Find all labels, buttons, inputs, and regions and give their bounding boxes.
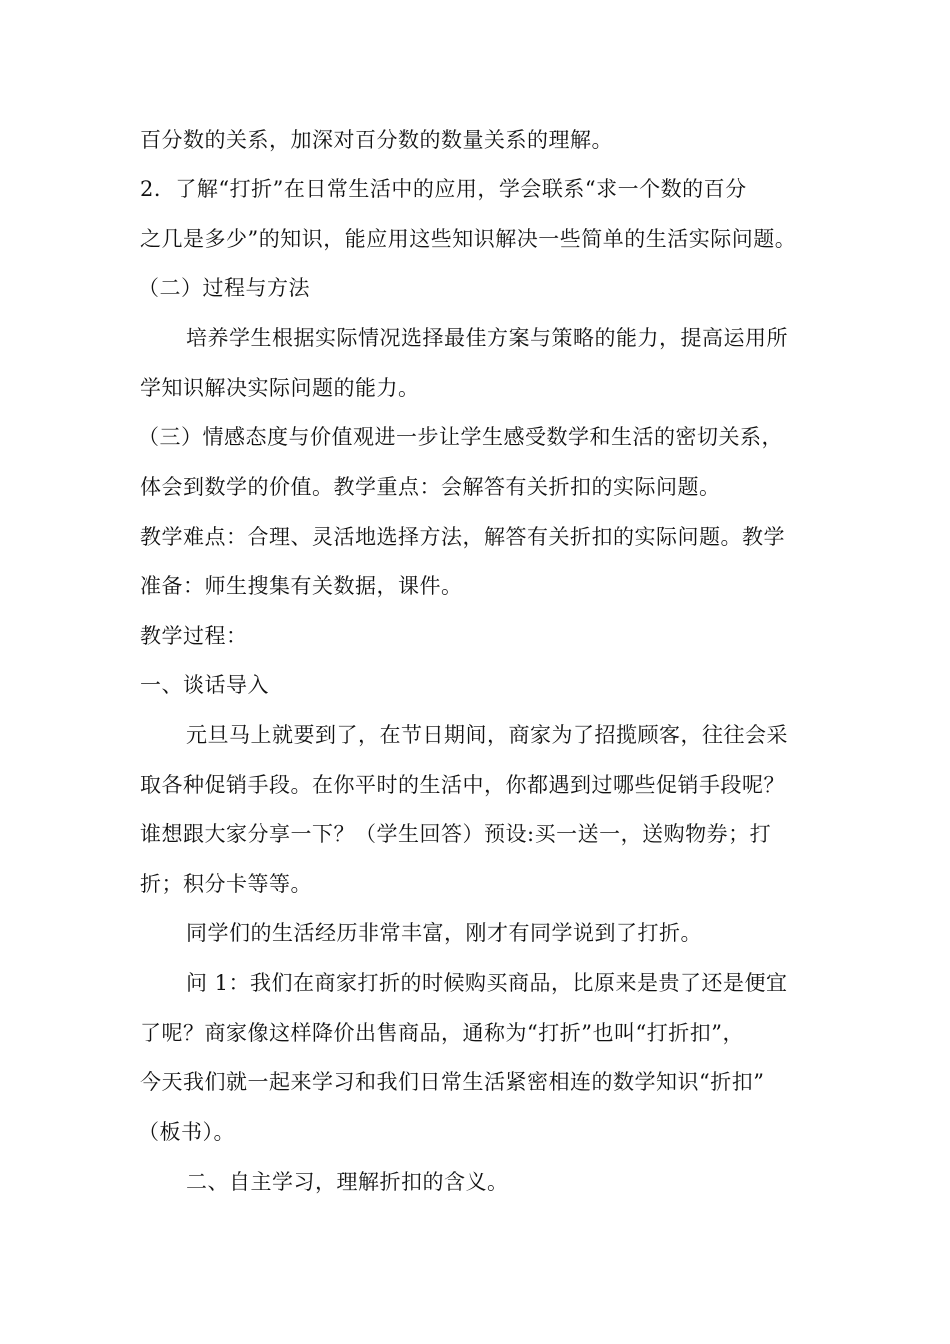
- text-line-8: 体会到数学的价值。教学重点：会解答有关折扣的实际问题。: [140, 475, 721, 499]
- text-line-1: 百分数的关系，加深对百分数的数量关系的理解。: [140, 128, 613, 152]
- text-line-13: 元旦马上就要到了，在节日期间，商家为了招揽顾客，往往会采: [186, 723, 788, 747]
- text-line-6: 学知识解决实际问题的能力。: [140, 376, 420, 400]
- text-line-17: 同学们的生活经历非常丰富，刚才有同学说到了打折。: [186, 921, 702, 945]
- text-line-15: 谁想跟大家分享一下？（学生回答）预设:买一送一，送购物券；打: [140, 822, 772, 846]
- text-line-9: 教学难点：合理、灵活地选择方法，解答有关折扣的实际问题。教学: [140, 525, 785, 549]
- text-line-14: 取各种促销手段。在你平时的生活中，你都遇到过哪些促销手段呢？: [140, 773, 785, 797]
- text-line-5: 培养学生根据实际情况选择最佳方案与策略的能力，提高运用所: [186, 326, 788, 350]
- section-heading-intro: 一、谈话导入: [140, 673, 269, 697]
- text-line-16: 折；积分卡等等。: [140, 872, 312, 896]
- text-line-3: 之几是多少”的知识，能应用这些知识解决一些简单的生活实际问题。: [140, 227, 797, 251]
- section-heading-process: （二）过程与方法: [138, 276, 310, 300]
- text-line-2: 2．了解“打折”在日常生活中的应用，学会联系“求一个数的百分: [140, 177, 747, 201]
- text-line-20: 今天我们就一起来学习和我们日常生活紧密相连的数学知识“折扣”: [140, 1070, 765, 1094]
- text-line-10: 准备：师生搜集有关数据，课件。: [140, 574, 463, 598]
- section-heading-attitude: （三）情感态度与价值观进一步让学生感受数学和生活的密切关系，: [138, 425, 783, 449]
- section-heading-self-study: 二、自主学习，理解折扣的含义。: [186, 1170, 509, 1194]
- text-line-18: 问 1：我们在商家打折的时候购买商品，比原来是贵了还是便宜: [186, 971, 788, 995]
- text-line-19: 了呢？商家像这样降价出售商品，通称为“打折”也叫“打折扣”，: [140, 1021, 744, 1045]
- text-line-21: （板书）。: [138, 1120, 235, 1144]
- section-heading-teaching-process: 教学过程：: [140, 624, 248, 648]
